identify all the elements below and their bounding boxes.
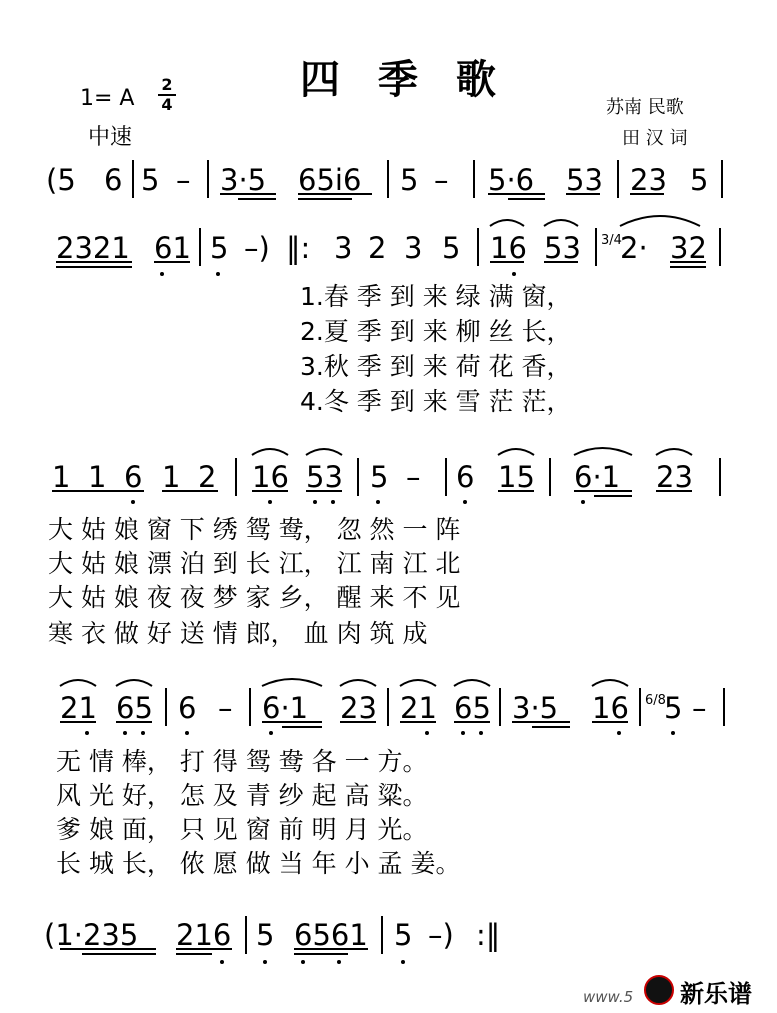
lyricist-credit: 田 汉 词 (622, 128, 688, 149)
note: 5 (141, 163, 160, 197)
note: 23 (630, 163, 667, 197)
tempo-marking: 中速 (88, 125, 133, 150)
notation-row-1 (46, 160, 722, 199)
time-signature-top: 2 (161, 75, 173, 94)
note: 5 (664, 691, 683, 725)
song-title: 四 季 歌 (300, 57, 508, 103)
note: 65i6 (298, 163, 362, 197)
note: 2 (198, 460, 217, 494)
note: 21 (400, 691, 437, 725)
notation-row-3 (52, 448, 720, 504)
verse-line: 风 光 好， 怎 及 青 纱 起 高 粱。 (56, 781, 428, 810)
octave-dots (85, 731, 675, 735)
note: 5 (370, 460, 389, 494)
note: 5 (400, 163, 419, 197)
verse-line: 2.夏 季 到 来 柳 丝 长， (300, 317, 572, 346)
note: 3 (404, 231, 423, 265)
note: 2· (620, 231, 648, 265)
octave-dots (160, 272, 516, 276)
note: 16 (592, 691, 629, 725)
note: 53 (566, 163, 603, 197)
verses-block-c (56, 747, 460, 878)
verse-line: 爹 娘 面， 只 见 窗 前 明 月 光。 (56, 815, 428, 844)
note: – (176, 163, 191, 197)
note: 53 (306, 460, 343, 494)
note: 3 (334, 231, 353, 265)
note: (1·235 (44, 918, 139, 952)
note: 65 (116, 691, 153, 725)
note: 1 (88, 460, 107, 494)
verse-line: 长 城 长， 侬 愿 做 当 年 小 孟 姜。 (56, 849, 461, 878)
note: 216 (176, 918, 232, 952)
repeat-end: :‖ (476, 918, 501, 952)
note: – (434, 163, 449, 197)
note: 6 (104, 163, 123, 197)
repeat-start: ‖: (286, 231, 311, 265)
note: 1 (162, 460, 181, 494)
note: – (406, 460, 421, 494)
note: – (218, 691, 233, 725)
note: 16 (252, 460, 289, 494)
octave-dots (131, 500, 585, 504)
verses-block-a (300, 282, 572, 416)
note: 6 (124, 460, 143, 494)
verse-line: 大 姑 娘 窗 下 绣 鸳 鸯， 忽 然 一 阵 (48, 515, 461, 544)
note: 5 (690, 163, 709, 197)
note: 6·1 (574, 460, 621, 494)
note: 6·1 (262, 691, 309, 725)
note: 16 (490, 231, 527, 265)
verse-line: 大 姑 娘 夜 夜 梦 家 乡， 醒 来 不 见 (48, 583, 461, 612)
note: 3·5 (512, 691, 559, 725)
key-signature: 1= A (80, 86, 135, 111)
verse-line: 4.冬 季 到 来 雪 茫 茫， (300, 387, 572, 416)
note: 6 (456, 460, 475, 494)
note: 2321 (56, 231, 130, 265)
verse-line: 大 姑 娘 漂 泊 到 长 江， 江 南 江 北 (48, 549, 461, 578)
verse-line: 1.春 季 到 来 绿 满 窗， (300, 282, 572, 311)
meter-change: 6/8 (645, 693, 666, 708)
time-signature-bottom: 4 (158, 94, 176, 114)
note: (5 (46, 163, 76, 197)
note: 5 (210, 231, 229, 265)
verse-line: 无 情 棒， 打 得 鸳 鸯 各 一 方。 (56, 747, 428, 776)
song-origin: 苏南 民歌 (606, 97, 684, 118)
note: 6561 (294, 918, 368, 952)
note: 15 (498, 460, 535, 494)
note: –) (244, 231, 270, 265)
record-logo-icon (644, 975, 674, 1005)
note: 6 (178, 691, 197, 725)
note: 21 (60, 691, 97, 725)
notation-row-2 (56, 216, 720, 276)
note: 5 (256, 918, 275, 952)
verse-line: 3.秋 季 到 来 荷 花 香， (300, 352, 572, 381)
watermark-url: www.5 (583, 988, 634, 1006)
note: 1 (52, 460, 71, 494)
note: 5 (394, 918, 413, 952)
note: –) (428, 918, 454, 952)
watermark-brand: 新乐谱 (680, 980, 752, 1008)
note: 3·5 (220, 163, 267, 197)
note: 61 (154, 231, 191, 265)
note: 5·6 (488, 163, 535, 197)
note: 32 (670, 231, 707, 265)
octave-dots (220, 960, 405, 964)
note: 23 (340, 691, 377, 725)
notation-row-4 (60, 679, 724, 735)
note: 23 (656, 460, 693, 494)
note: 65 (454, 691, 491, 725)
note: 53 (544, 231, 581, 265)
verse-line: 寒 衣 做 好 送 情 郎， 血 肉 筑 成 (48, 619, 428, 648)
note: 5 (442, 231, 461, 265)
note: – (692, 691, 707, 725)
verses-block-b (48, 515, 460, 648)
note: 2 (368, 231, 387, 265)
notation-row-5 (44, 916, 500, 964)
bar-lines (166, 688, 724, 726)
meter-change: 3/4 (601, 233, 622, 248)
